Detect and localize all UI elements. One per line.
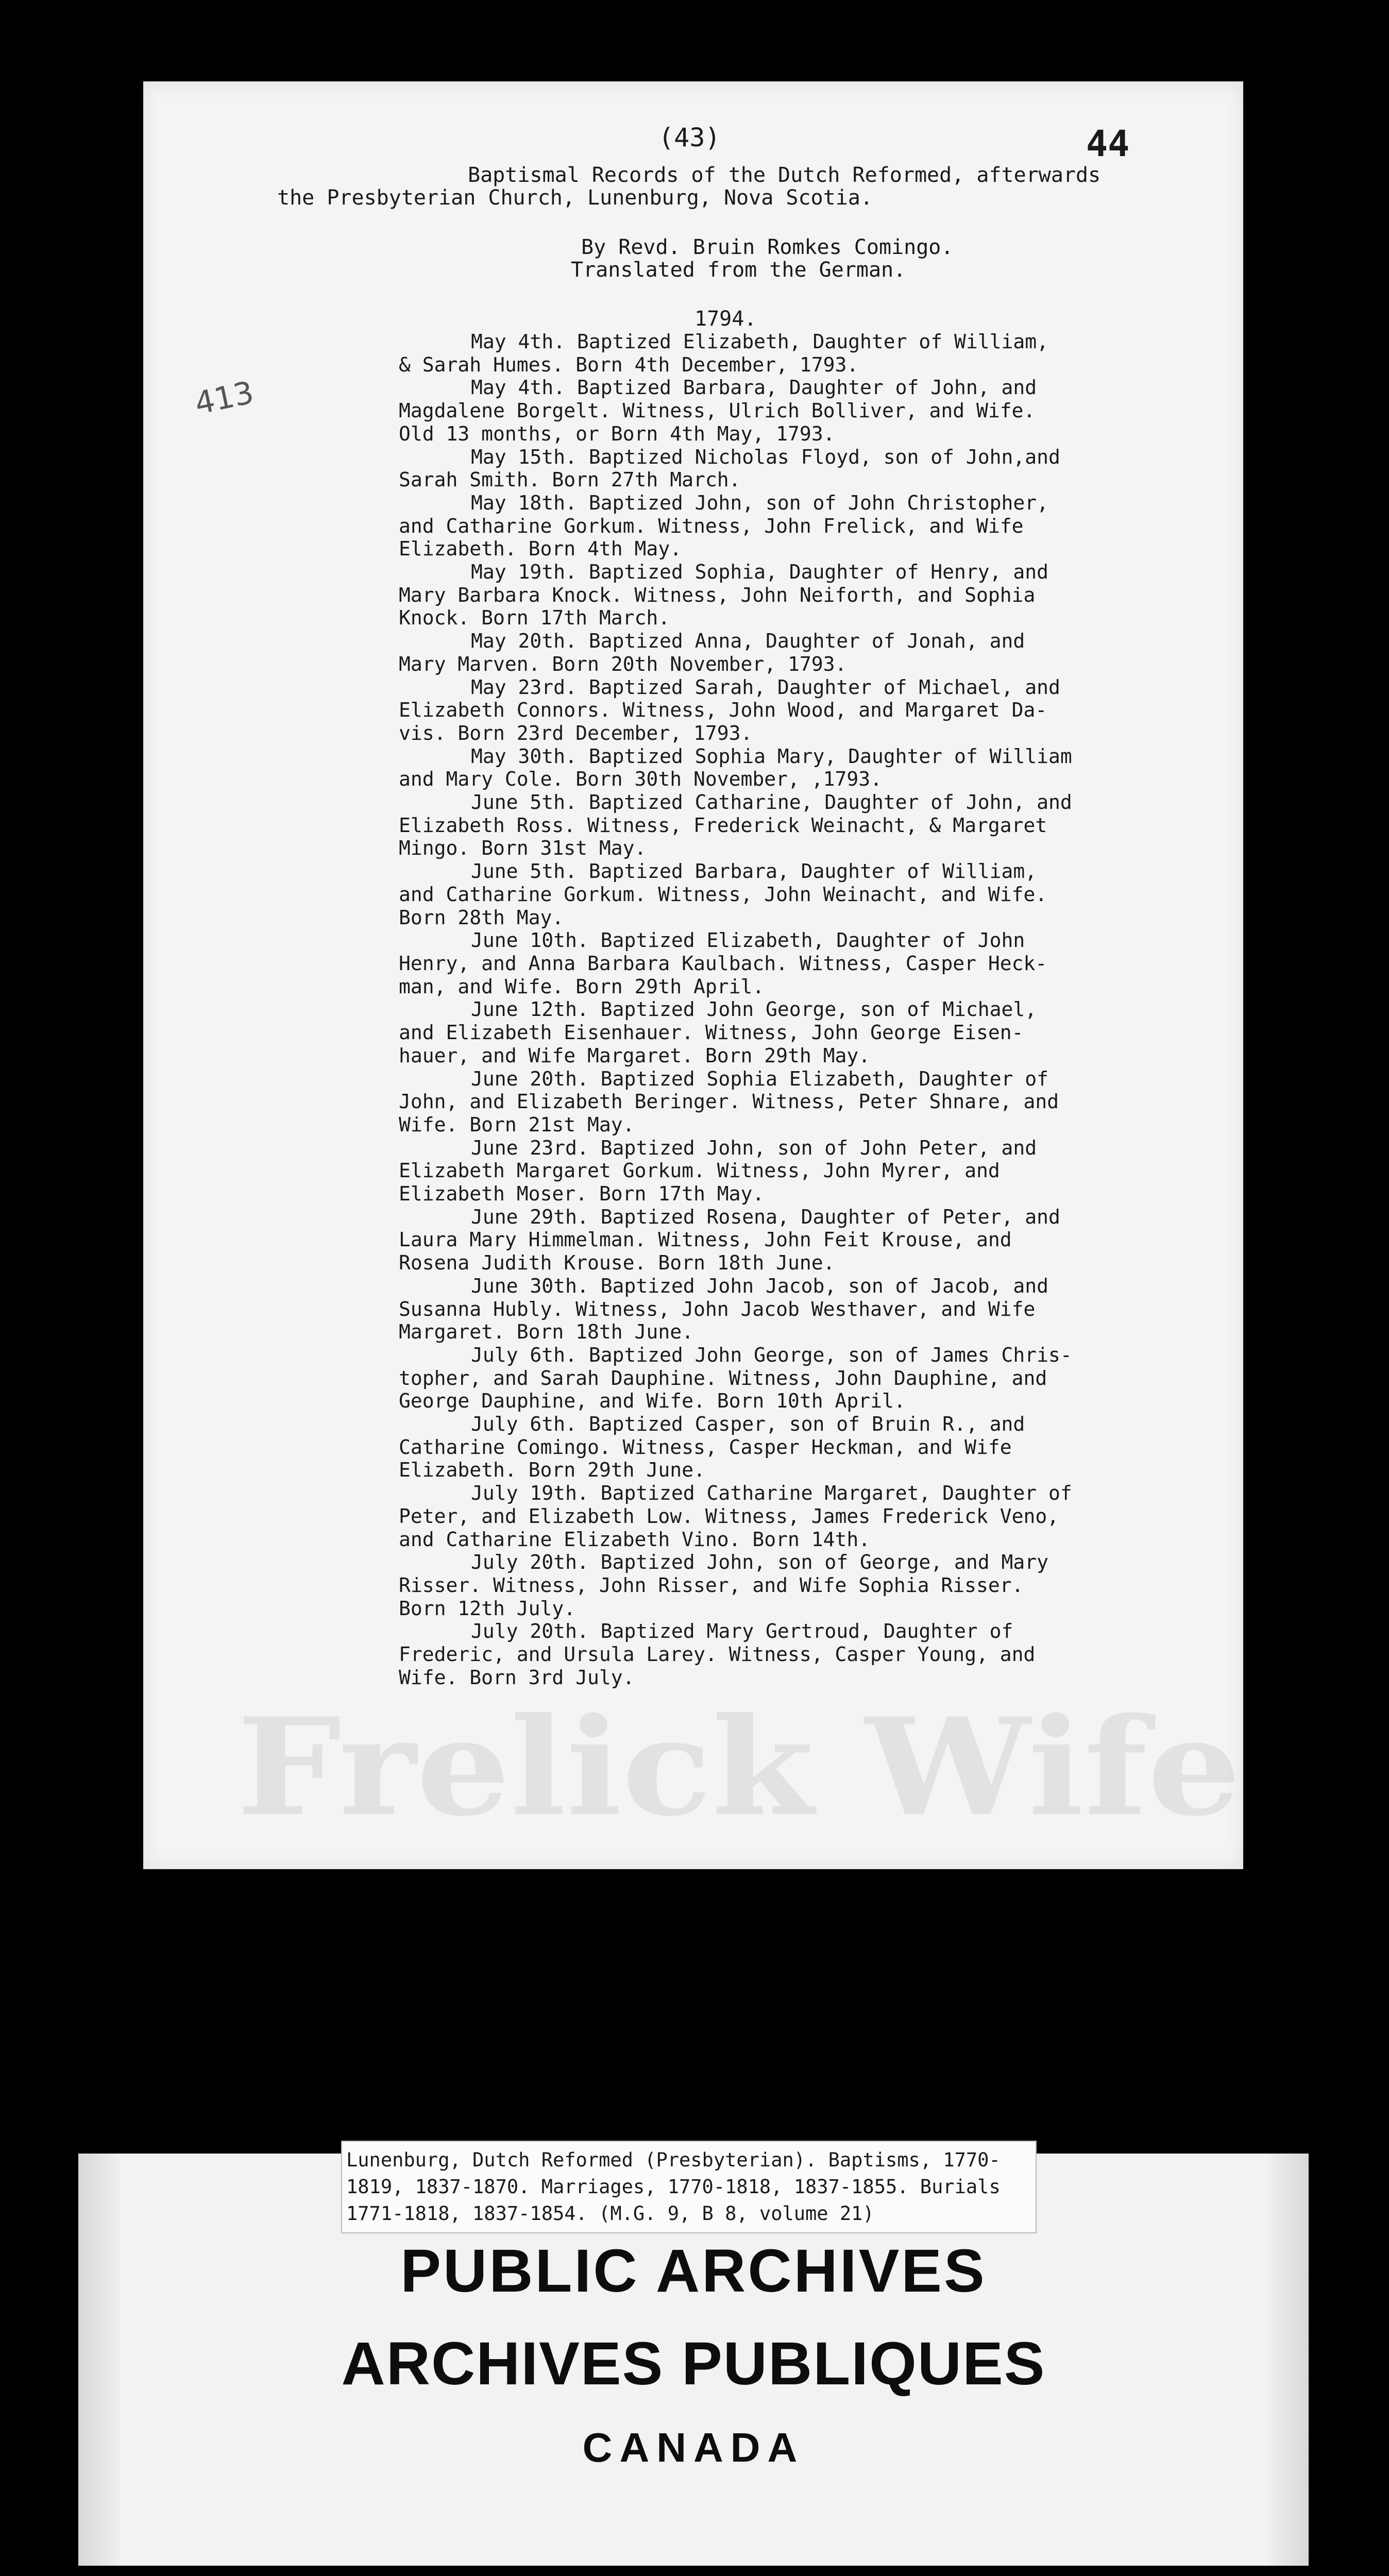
entry-line: topher, and Sarah Dauphine. Witness, John Dauphine, and <box>399 1366 1047 1389</box>
entry-line: and Catharine Gorkum. Witness, John Weinacht, and Wife. <box>399 883 1047 906</box>
baptism-entry <box>399 745 1233 791</box>
entry-line: and Catharine Gorkum. Witness, John Frelick, and Wife <box>399 514 1024 537</box>
document-title <box>246 164 1225 209</box>
entry-line: Laura Mary Himmelman. Witness, John Feit Krouse, and <box>399 1228 1012 1251</box>
baptism-entry <box>399 1482 1233 1551</box>
baptism-entry <box>399 1344 1233 1413</box>
entry-line: May 18th. Baptized John, son of John Christopher, <box>471 491 1049 514</box>
entry-line: Rosena Judith Krouse. Born 18th June. <box>399 1251 835 1275</box>
entry-line: man, and Wife. Born 29th April. <box>399 975 765 998</box>
archive-title-english: PUBLIC ARCHIVES <box>400 2237 987 2305</box>
author-line: By Revd. Bruin Romkes Comingo. <box>581 235 954 259</box>
baptism-entry <box>399 1067 1233 1137</box>
entry-line: Mingo. Born 31st May. <box>399 837 647 860</box>
entry-line: Born 12th July. <box>399 1597 576 1620</box>
archive-title-french: ARCHIVES PUBLIQUES <box>341 2330 1046 2398</box>
entry-line: hauer, and Wife Margaret. Born 29th May. <box>399 1044 871 1067</box>
entry-line: May 15th. Baptized Nicholas Floyd, son of John,and <box>471 445 1060 468</box>
entry-line: June 23rd. Baptized John, son of John Peter, and <box>471 1136 1037 1159</box>
entry-line: Susanna Hubly. Witness, John Jacob Westhaver, and Wife <box>399 1297 1036 1320</box>
baptism-entry <box>399 860 1233 929</box>
entry-line: Elizabeth Moser. Born 17th May. <box>399 1182 765 1206</box>
entry-line: and Elizabeth Eisenhauer. Witness, John George Eisen- <box>399 1021 1024 1044</box>
baptism-entry <box>399 1413 1233 1482</box>
entry-line: July 6th. Baptized John George, son of James Chris- <box>471 1343 1072 1366</box>
baptism-entries <box>399 330 1233 1689</box>
title-line-1: Baptismal Records of the Dutch Reformed, afterwards <box>468 163 1101 187</box>
entry-line: Elizabeth Connors. Witness, John Wood, and Margaret Da- <box>399 699 1047 722</box>
entry-line: Henry, and Anna Barbara Kaulbach. Witness, Casper Heck- <box>399 952 1047 975</box>
bleed-through-text: Frelick Wife <box>236 1689 1242 1846</box>
title-line-2: the Presbyterian Church, Lunenburg, Nova Scotia. <box>277 186 873 210</box>
baptism-entry <box>399 330 1233 376</box>
entry-line: May 30th. Baptized Sophia Mary, Daughter of William <box>471 744 1072 768</box>
entry-line: Elizabeth Ross. Witness, Frederick Weinacht, & Margaret <box>399 814 1047 837</box>
entry-line: July 19th. Baptized Catharine Margaret, Daughter of <box>471 1482 1072 1505</box>
baptism-entry <box>399 376 1233 445</box>
label-line: Lunenburg, Dutch Reformed (Presbyterian). Baptisms, 1770- <box>346 2149 1001 2171</box>
archive-card <box>78 2149 1309 2566</box>
entry-line: June 5th. Baptized Barbara, Daughter of William, <box>471 860 1037 883</box>
document-page <box>143 81 1243 1869</box>
entry-line: Elizabeth. Born 29th June. <box>399 1459 705 1482</box>
entry-line: Knock. Born 17th March. <box>399 606 670 630</box>
baptism-entry <box>399 561 1233 630</box>
entry-line: Wife. Born 3rd July. <box>399 1666 635 1689</box>
entry-line: Mary Barbara Knock. Witness, John Neiforth, and Sophia <box>399 583 1036 606</box>
entry-line: May 4th. Baptized Elizabeth, Daughter of William, <box>471 330 1049 353</box>
baptism-entry <box>399 1620 1233 1689</box>
entry-line: July 6th. Baptized Casper, son of Bruin R., and <box>471 1413 1025 1436</box>
year-heading: 1794. <box>694 307 757 331</box>
entry-line: Magdalene Borgelt. Witness, Ulrich Bolliver, and Wife. <box>399 399 1036 422</box>
byline-block <box>246 236 1225 281</box>
entry-line: John, and Elizabeth Beringer. Witness, Peter Shnare, and <box>399 1090 1059 1113</box>
entry-line: May 4th. Baptized Barbara, Daughter of John, and <box>471 376 1037 399</box>
entry-line: and Mary Cole. Born 30th November, ,1793. <box>399 768 882 791</box>
entry-line: May 19th. Baptized Sophia, Daughter of Henry, and <box>471 561 1049 584</box>
typed-page-number: (43) <box>658 123 721 152</box>
entry-line: Old 13 months, or Born 4th May, 1793. <box>399 422 835 445</box>
baptism-entry <box>399 630 1233 675</box>
entry-line: June 10th. Baptized Elizabeth, Daughter of John <box>471 929 1025 952</box>
baptism-entry <box>399 791 1233 860</box>
handwritten-page-number: 44 <box>1086 123 1130 165</box>
entry-line: June 20th. Baptized Sophia Elizabeth, Daughter of <box>471 1067 1049 1090</box>
margin-annotation: 413 <box>191 374 257 422</box>
entry-line: June 29th. Baptized Rosena, Daughter of Peter, and <box>471 1205 1060 1228</box>
translation-line: Translated from the German. <box>571 258 906 282</box>
baptism-entry <box>399 1206 1233 1275</box>
entry-line: July 20th. Baptized John, son of George, and Mary <box>471 1551 1049 1574</box>
entry-line: vis. Born 23rd December, 1793. <box>399 721 753 744</box>
collection-label <box>341 2141 1037 2233</box>
label-line: 1819, 1837-1870. Marriages, 1770-1818, 1837-1855. Burials <box>346 2176 1001 2198</box>
entry-line: & Sarah Humes. Born 4th December, 1793. <box>399 353 859 376</box>
entry-line: June 30th. Baptized John Jacob, son of Jacob, and <box>471 1274 1049 1297</box>
baptism-entry <box>399 929 1233 998</box>
entry-line: Mary Marven. Born 20th November, 1793. <box>399 652 847 675</box>
archive-country: CANADA <box>582 2425 805 2470</box>
entry-line: June 5th. Baptized Catharine, Daughter of John, and <box>471 791 1072 814</box>
baptism-entry <box>399 446 1233 492</box>
entry-line: Born 28th May. <box>399 906 564 929</box>
entry-line: Risser. Witness, John Risser, and Wife Sophia Risser. <box>399 1573 1024 1597</box>
label-line: 1771-1818, 1837-1854. (M.G. 9, B 8, volume 21) <box>346 2202 874 2225</box>
entry-line: May 20th. Baptized Anna, Daughter of Jonah, and <box>471 630 1025 653</box>
baptism-entry <box>399 1275 1233 1344</box>
entry-line: Wife. Born 21st May. <box>399 1113 635 1136</box>
entry-line: June 12th. Baptized John George, son of Michael, <box>471 998 1037 1021</box>
entry-line: Frederic, and Ursula Larey. Witness, Casper Young, and <box>399 1643 1036 1666</box>
entry-line: Peter, and Elizabeth Low. Witness, James Frederick Veno, <box>399 1504 1059 1528</box>
baptism-entry <box>399 1551 1233 1620</box>
baptism-entry <box>399 492 1233 561</box>
entry-line: May 23rd. Baptized Sarah, Daughter of Michael, and <box>471 675 1060 699</box>
baptism-entry <box>399 1137 1233 1206</box>
entry-line: Margaret. Born 18th June. <box>399 1320 693 1344</box>
entry-line: George Dauphine, and Wife. Born 10th April. <box>399 1389 906 1413</box>
entry-line: July 20th. Baptized Mary Gertroud, Daughter of <box>471 1620 1013 1643</box>
entry-line: Elizabeth. Born 4th May. <box>399 537 682 561</box>
baptism-entry <box>399 676 1233 745</box>
entry-line: Elizabeth Margaret Gorkum. Witness, John Myrer, and <box>399 1159 1000 1182</box>
baptism-entry <box>399 998 1233 1067</box>
entry-line: Sarah Smith. Born 27th March. <box>399 468 741 492</box>
entry-line: and Catharine Elizabeth Vino. Born 14th. <box>399 1528 871 1551</box>
entry-line: Catharine Comingo. Witness, Casper Heckman, and Wife <box>399 1435 1012 1459</box>
